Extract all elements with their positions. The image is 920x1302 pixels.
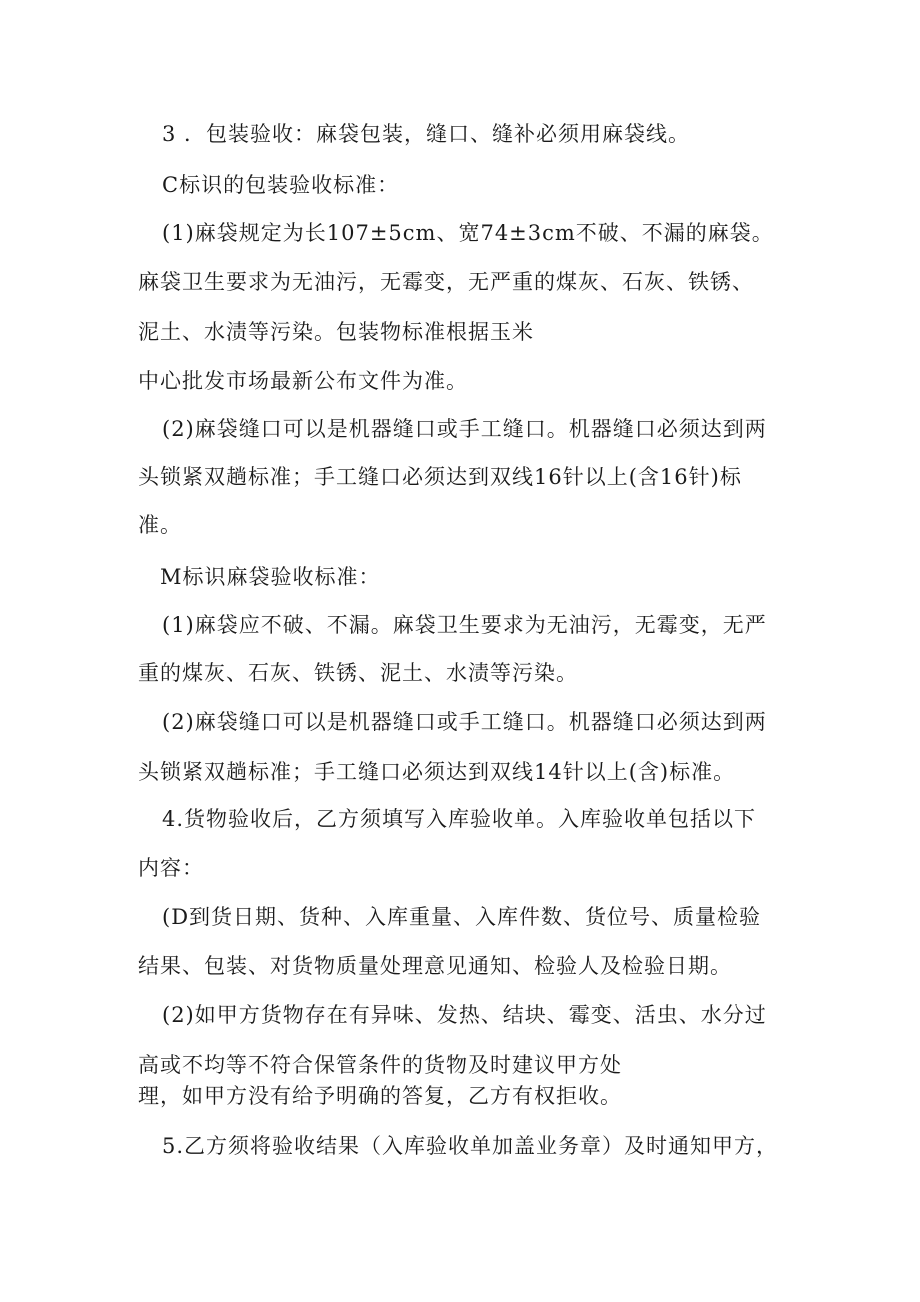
text-line: 准。 (138, 513, 182, 537)
text-line: (2)如甲方货物存在有异味、发热、结块、霉变、活虫、水分过 (162, 1003, 767, 1027)
text-line: 理，如甲方没有给予明确的答复，乙方有权拒收。 (138, 1084, 622, 1108)
text-line: 重的煤灰、石灰、铁锈、泥土、水渍等污染。 (138, 661, 578, 685)
text-line: (2)麻袋缝口可以是机器缝口或手工缝口。机器缝口必须达到两 (162, 417, 767, 441)
text-line: C标识的包装验收标准： (162, 173, 400, 197)
text-line: (2)麻袋缝口可以是机器缝口或手工缝口。机器缝口必须达到两 (162, 710, 767, 734)
text-line: 内容： (138, 856, 204, 880)
text-line: 头锁紧双趟标准；手工缝口必须达到双线14针以上(含)标准。 (138, 760, 736, 784)
text-line: 中心批发市场最新公布文件为准。 (138, 369, 468, 393)
text-line: 高或不均等不符合保管条件的货物及时建议甲方处 (138, 1053, 622, 1077)
text-line: 5.乙方须将验收结果（入库验收单加盖业务章）及时通知甲方， (162, 1134, 779, 1158)
text-line: (1)麻袋应不破、不漏。麻袋卫生要求为无油污，无霉变，无严 (162, 613, 767, 637)
text-line: 结果、包装、对货物质量处理意见通知、检验人及检验日期。 (138, 954, 732, 978)
text-line: 泥土、水渍等污染。包装物标准根据玉米 (138, 320, 534, 344)
text-line: (D到货日期、货种、入库重量、入库件数、货位号、质量检验 (162, 905, 762, 929)
text-line: 3 ．包装验收：麻袋包装，缝口、缝补必须用麻袋线。 (162, 122, 691, 146)
text-line: 头锁紧双趟标准；手工缝口必须达到双线16针以上(含16针)标 (138, 465, 742, 489)
text-line: 麻袋卫生要求为无油污，无霉变，无严重的煤灰、石灰、铁锈、 (138, 270, 754, 294)
text-line: M标识麻袋验收标准： (160, 565, 381, 589)
text-line: 4.货物验收后，乙方须填写入库验收单。入库验收单包括以下 (162, 807, 757, 831)
text-line: (1)麻袋规定为长107±5cm、宽74±3cm不破、不漏的麻袋。 (162, 221, 774, 245)
